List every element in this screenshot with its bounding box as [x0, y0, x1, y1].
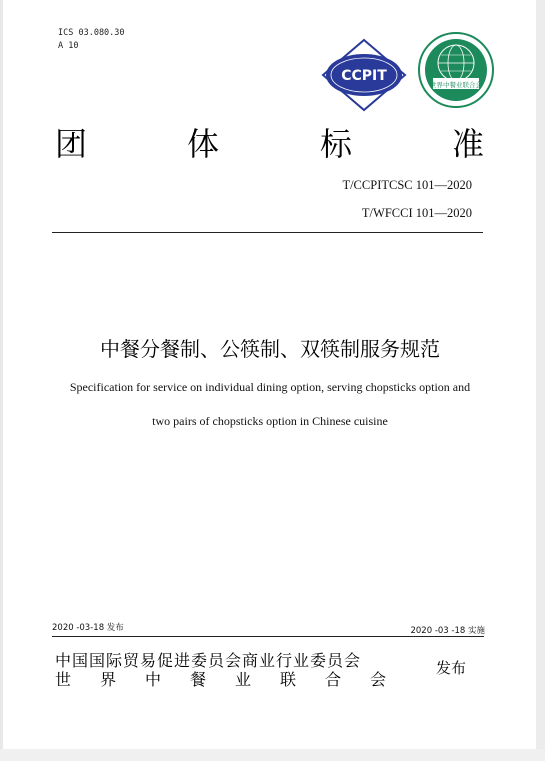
issuer-wfcci: 世界中餐业联合会	[55, 670, 416, 689]
publish-date: 2020 -03-18 发布	[52, 623, 124, 633]
doc-type-char-4: 准	[452, 125, 485, 163]
issuer-ccpit-commerce: 中国国际贸易促进委员会商业行业委员会	[55, 651, 362, 670]
ccs-code: A 10	[58, 41, 79, 51]
implementation-date: 2020 -03 -18 实施	[410, 626, 485, 636]
standard-code-wfcci: T/WFCCI 101—2020	[361, 206, 472, 220]
ccpit-logo-text: CCPIT	[341, 68, 387, 84]
title-english-line1: Specification for service on individual dining option, serving chopsticks option and	[69, 380, 471, 394]
ccpit-logo	[319, 38, 409, 112]
doc-type-char-3: 标	[320, 125, 353, 163]
doc-type-char-1: 团	[55, 125, 88, 163]
header-divider	[52, 232, 483, 233]
page-edge-bottom	[0, 749, 545, 761]
ics-code: ICS 03.080.30	[58, 28, 125, 38]
title-english-line2: two pairs of chopsticks option in Chinese cuisine	[152, 414, 388, 428]
wfcci-logo	[417, 31, 495, 109]
wfcci-logo-text: 世界中餐业联合会	[430, 81, 482, 89]
title-chinese: 中餐分餐制、公筷制、双筷制服务规范	[100, 337, 440, 361]
publish-label: 发布	[436, 659, 467, 677]
standard-code-ccpitcsc: T/CCPITCSC 101—2020	[342, 178, 472, 192]
footer-divider	[52, 636, 484, 637]
doc-type-char-2: 体	[187, 125, 220, 163]
